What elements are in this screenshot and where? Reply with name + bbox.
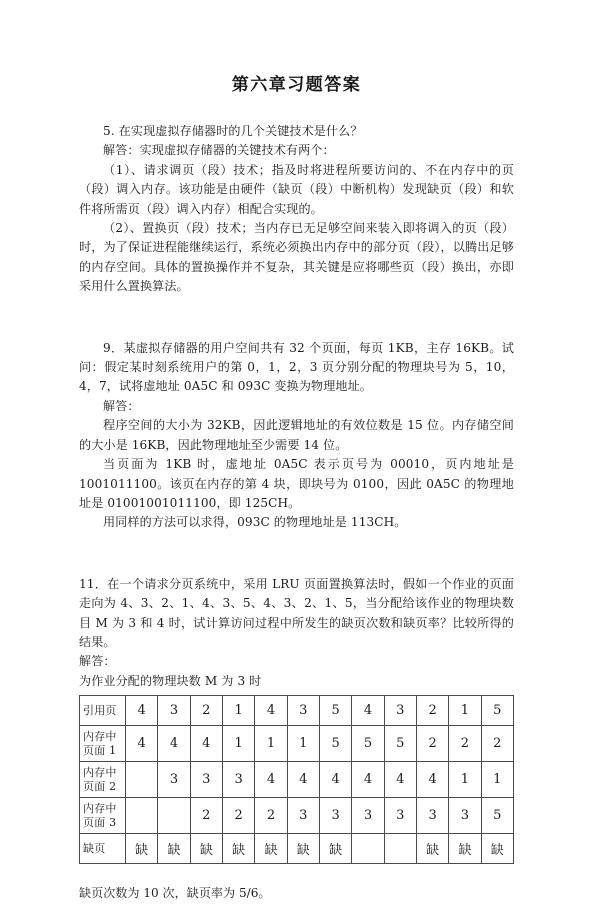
table-cell: 3 <box>352 798 384 834</box>
table-cell: 3 <box>158 696 190 726</box>
table-cell: 缺 <box>449 834 481 864</box>
question-11-answer-lead: 解答： <box>79 654 116 669</box>
table-cell: 缺 <box>255 834 287 864</box>
table-row-label-line: 缺页 <box>83 841 106 855</box>
table-cell: 1 <box>287 726 319 762</box>
question-9-block <box>79 339 514 533</box>
table-row-label-line: 内存中 <box>83 730 117 744</box>
table-cell <box>126 798 158 834</box>
table-cell: 1 <box>481 762 513 798</box>
table-cell: 5 <box>384 726 416 762</box>
table-cell: 3 <box>287 696 319 726</box>
question-5-block <box>79 122 514 297</box>
question-9-line-1: 程序空间的大小为 32KB，因此逻辑地址的有效位数是 15 位。内存储空间的大小是 16KB，因此物理地址至少需要 14 位。 <box>79 418 514 452</box>
table-cell: 1 <box>255 726 287 762</box>
question-9-line-3: 用同样的方法可以求得，093C 的物理地址是 113CH。 <box>103 515 407 530</box>
table-row-label <box>80 762 126 798</box>
table-cell: 缺 <box>481 834 513 864</box>
document-content <box>79 0 514 904</box>
table-row <box>80 726 514 762</box>
table-row-label-line: 页面 2 <box>83 779 117 793</box>
table-cell: 缺 <box>287 834 319 864</box>
question-5-point-2: （2）、置换页（段）技术；当内存已无足够空间来装入即将调入的页（段）时，为了保证进程能继续运行，系统必须换出内存中的部分页（段），以腾出足够的内存空间。具体的置换操作并不复杂，其关键是应将哪些页（段）换出，亦即采用什么置换算法。 <box>79 221 514 294</box>
table-cell: 3 <box>158 762 190 798</box>
question-9-line-2: 当页面为 1KB 时，虚地址 0A5C 表示页号为 00010，页内地址是 1001011100。该页在内存的第 4 块，即块号为 0100，因此 0A5C 的物理地址是 01001001011100，即 125CH。 <box>79 457 514 510</box>
table-cell: 3 <box>384 696 416 726</box>
table-cell: 3 <box>416 798 448 834</box>
table-cell: 缺 <box>222 834 254 864</box>
table-cell <box>126 762 158 798</box>
table-cell: 4 <box>384 762 416 798</box>
spacer-q5-q9 <box>79 297 514 339</box>
table-cell: 缺 <box>126 834 158 864</box>
page-title: 第六章习题答案 <box>231 75 362 95</box>
table-cell: 2 <box>416 696 448 726</box>
table-cell: 3 <box>287 798 319 834</box>
table-cell: 4 <box>126 726 158 762</box>
spacer-after-table <box>79 864 514 884</box>
question-5-answer-lead: 解答：实现虚拟存储器的关键技术有两个： <box>103 143 335 158</box>
table-cell: 缺 <box>319 834 351 864</box>
table-cell: 4 <box>416 762 448 798</box>
table-cell: 5 <box>319 696 351 726</box>
table-cell: 1 <box>449 696 481 726</box>
table-cell: 1 <box>449 762 481 798</box>
table-cell: 4 <box>126 696 158 726</box>
table-cell <box>158 798 190 834</box>
table-cell: 2 <box>255 798 287 834</box>
table-row <box>80 762 514 798</box>
table-cell: 缺 <box>158 834 190 864</box>
table-row <box>80 834 514 864</box>
question-11-table-caption: 为作业分配的物理块数 M 为 3 时 <box>79 673 262 688</box>
table-cell: 3 <box>222 762 254 798</box>
table-cell: 缺 <box>190 834 222 864</box>
table-cell <box>352 834 384 864</box>
table-row-label-line: 引用页 <box>83 703 117 717</box>
table-cell: 3 <box>190 762 222 798</box>
table-row-label-line: 内存中 <box>83 766 117 780</box>
question-5-text: 5. 在实现虚拟存储器时的几个关键技术是什么？ <box>103 124 363 138</box>
table-cell: 5 <box>481 696 513 726</box>
table-row-label <box>80 696 126 726</box>
table-cell: 2 <box>190 696 222 726</box>
table-row-label <box>80 798 126 834</box>
table-row <box>80 696 514 726</box>
table-cell: 2 <box>449 726 481 762</box>
question-11-block <box>79 575 514 904</box>
table-cell: 缺 <box>416 834 448 864</box>
table-cell: 4 <box>352 762 384 798</box>
table-row-label <box>80 834 126 864</box>
table-row-label-line: 页面 1 <box>83 743 117 757</box>
table-cell: 4 <box>255 696 287 726</box>
table-cell: 5 <box>352 726 384 762</box>
question-9-text: 9．某虚拟存储器的用户空间共有 32 个页面，每页 1KB，主存 16KB。试问：假定某时刻系统用户的第 0，1，2，3 页分别分配的物理块号为 5，10，4，7，试将虚地址 0A5C 和 093C 变换为物理地址。 <box>79 340 514 394</box>
table-cell: 4 <box>287 762 319 798</box>
table-cell: 2 <box>416 726 448 762</box>
table-cell: 4 <box>190 726 222 762</box>
table-cell: 1 <box>222 726 254 762</box>
table-cell: 4 <box>352 696 384 726</box>
question-9-answer-lead: 解答： <box>103 398 140 413</box>
table-row-label-line: 内存中 <box>83 802 117 816</box>
table-cell: 2 <box>190 798 222 834</box>
table-cell: 4 <box>319 762 351 798</box>
table-cell <box>384 834 416 864</box>
spacer-after-title <box>79 95 514 122</box>
question-11-text: 11．在一个请求分页系统中，采用 LRU 页面置换算法时，假如一个作业的页面走向为 4、3、2、1、4、3、5、4、3、2、1、5，当分配给该作业的物理块数目 M 为 3 和 4 时，试计算访问过程中所发生的缺页次数和缺页率？比较所得的结果。 <box>79 576 514 649</box>
question-5-point-1: （1）、请求调页（段）技术；指及时将进程所要访问的、不在内存中的页（段）调入内存。该功能是由硬件（缺页（段）中断机构）发现缺页（段）和软件将所需页（段）调入内存）相配合实现的。 <box>79 162 514 216</box>
question-11-conclusion: 缺页次数为 10 次，缺页率为 5/6。 <box>79 886 271 901</box>
table-cell: 3 <box>449 798 481 834</box>
table-cell: 4 <box>255 762 287 798</box>
table-row-label-line: 页面 3 <box>83 815 117 829</box>
lru-page-replacement-table <box>79 695 514 864</box>
table-cell: 1 <box>222 696 254 726</box>
table-cell: 2 <box>481 726 513 762</box>
table-cell: 3 <box>319 798 351 834</box>
table-row-label <box>80 726 126 762</box>
table-cell: 5 <box>319 726 351 762</box>
table-row <box>80 798 514 834</box>
lru-table-body <box>80 696 514 864</box>
spacer-q9-q11 <box>79 533 514 575</box>
table-cell: 4 <box>158 726 190 762</box>
table-cell: 5 <box>481 798 513 834</box>
table-cell: 3 <box>384 798 416 834</box>
table-cell: 2 <box>222 798 254 834</box>
